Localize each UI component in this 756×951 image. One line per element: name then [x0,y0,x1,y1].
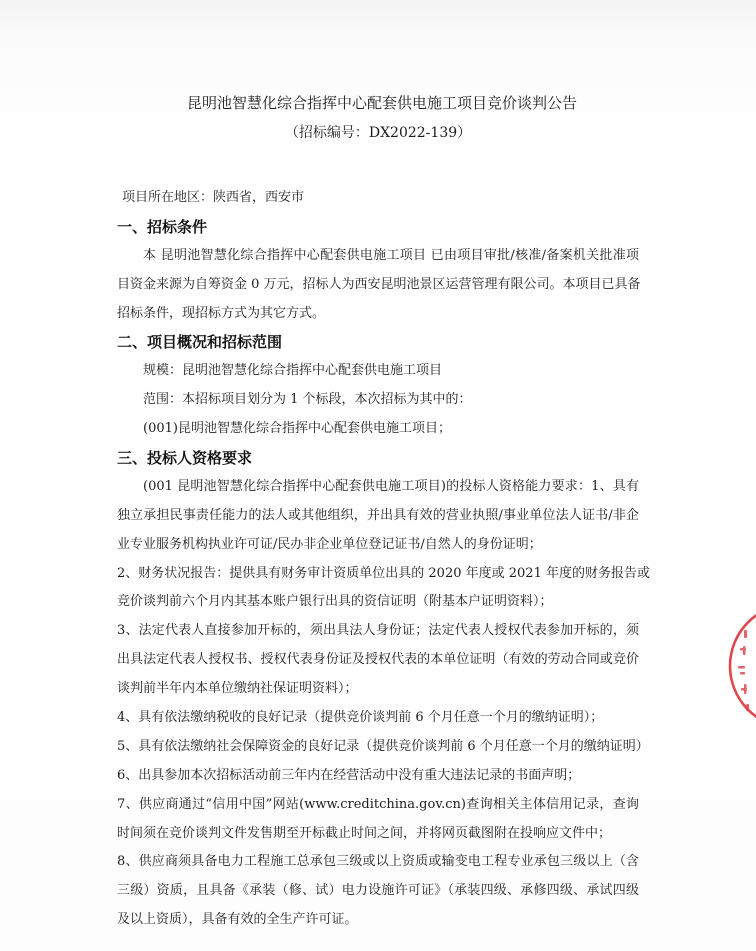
section1-line: 招标条件，现招标方式为其它方式。 [117,305,326,321]
section-heading-bidding-conditions: 一、招标条件 [117,217,208,236]
section-heading-project-overview: 二、项目概况和招标范围 [117,333,283,352]
bid-number: （招标编号：DX2022-139） [284,125,472,141]
section3-line: 6、出具参加本次招标活动前三年内在经营活动中没有重大违法记录的书面声明； [117,767,581,783]
section3-line: 业专业服务机构执业许可证/民办非企业单位登记证书/自然人的身份证明； [117,536,542,552]
section2-line-lot: (001)昆明池智慧化综合指挥中心配套供电施工项目； [143,421,451,437]
section3-line: 三级）资质，且具备《承装（修、试）电力设施许可证》（承装四级、承修四级、承试四级 [117,883,639,899]
section3-line: 3、法定代表人直接参加开标的，须出具法人身份证；法定代表人授权代表参加开标的，须 [117,623,639,639]
section2-line-scope: 范围：本招标项目划分为 1 个标段，本次招标为其中的： [143,392,472,408]
project-location: 项目所在地区：陕西省，西安市 [122,190,305,205]
section3-line: 谈判前半年内本单位缴纳社保证明资料）； [117,681,358,697]
section3-line: (001 昆明池智慧化综合指挥中心配套供电施工项目)的投标人资格能力要求：1、具有 [143,478,639,494]
section3-line: 时间须在竞价谈判文件发售期至开标截止时间之间，并将网页截图附在投响应文件中； [117,825,612,841]
section3-line: 5、具有依法缴纳社会保障资金的良好记录（提供竞价谈判前 6 个月任意一个月的缴纳证明） [117,738,649,754]
section3-line: 7、供应商通过“信用中国”网站(www.creditchina.gov.cn)查询相关主体信用记录，查询 [117,796,639,812]
section3-line: 竞价谈判前六个月内其基本账户银行出具的资信证明（附基本户证明资料）； [117,594,553,610]
section3-line: 及以上资质），具备有效的全生产许可证。 [117,912,358,928]
section3-line: 2、财务状况报告：提供具有财务审计资质单位出具的 2020 年度或 2021 年度的财务报告或 [117,565,650,581]
document-body [117,184,650,935]
section3-line: 独立承担民事责任能力的法人或其他组织，并出具有效的营业执照/事业单位法人证书/非企 [117,507,639,523]
section3-line: 8、供应商须具备电力工程施工总承包三级或以上资质或输变电工程专业承包三级以上（含 [117,854,639,870]
section2-line-scale: 规模：昆明池智慧化综合指挥中心配套供电施工项目 [143,363,443,379]
red-seal [726,600,756,730]
section-heading-bidder-qualifications: 三、投标人资格要求 [117,449,253,468]
document-title: 昆明池智慧化综合指挥中心配套供电施工项目竞价谈判公告 [186,94,577,112]
section1-line: 目资金来源为自筹资金 0 万元，招标人为西安昆明池景区运营管理有限公司。本项目已具备 [117,276,641,292]
section3-line: 出具法定代表人授权书、授权代表身份证及授权代表的本单位证明（有效的劳动合同或竞价 [117,652,639,668]
section1-line: 本 昆明池智慧化综合指挥中心配套供电施工项目 已由项目审批/核准/备案机关批准项 [143,247,639,263]
section3-line: 4、具有依法缴纳税收的良好记录（提供竞价谈判前 6 个月任意一个月的缴纳证明）； [117,710,604,726]
